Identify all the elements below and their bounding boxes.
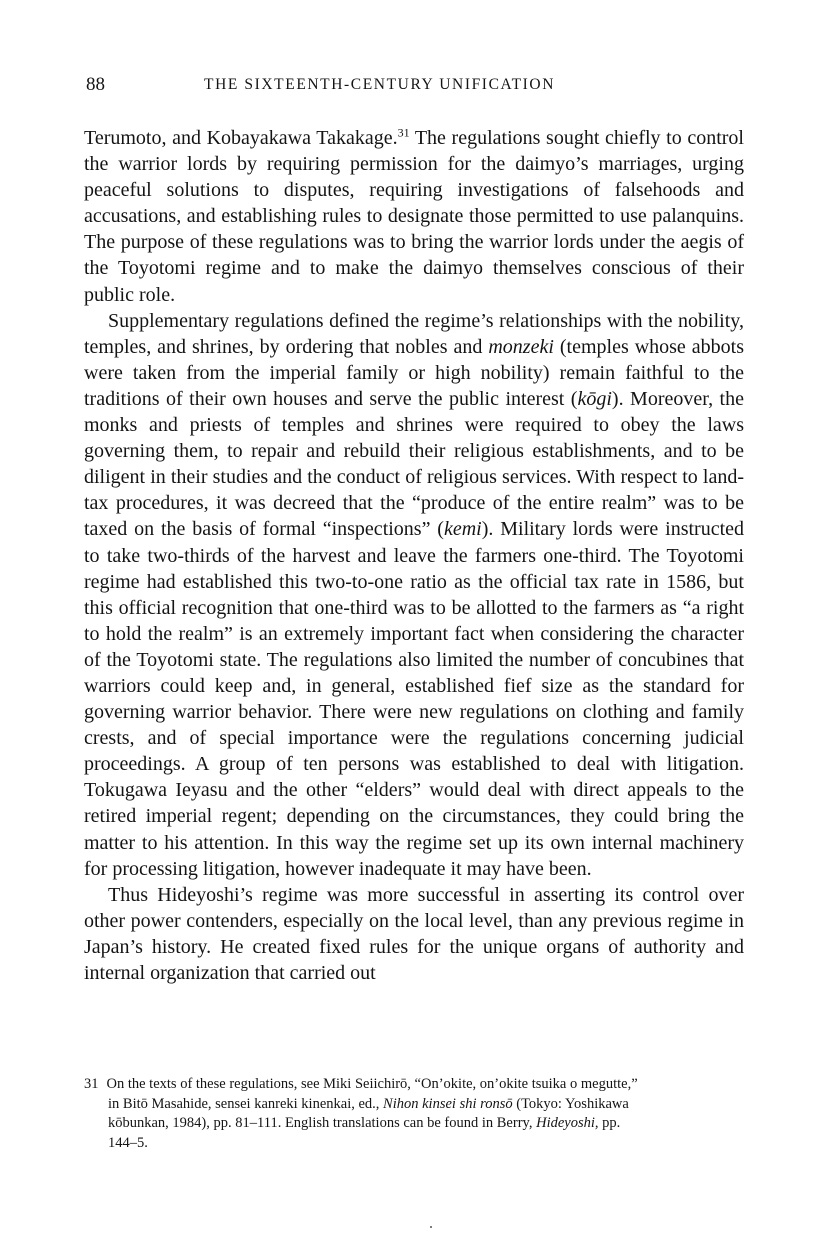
footnote-31	[84, 1075, 744, 1153]
paragraph-1-text-b: The regulations sought chiefly to control the warrior lords by requiring permission for the daimyo’s marriages, urging peaceful solutions to disputes, requiring investigations of falsehoods and accusations, and establishing rules to designate those permitted to use palanquins. The purpose of these regulations was to bring the warrior lords under the aegis of the Toyotomi regime and to make the daimyo themselves conscious of their public role.	[84, 127, 744, 306]
paragraph-1-text-a: Terumoto, and Kobayakawa Takakage.	[84, 127, 398, 149]
page-number: 88	[86, 74, 105, 95]
footnote-book-italic: Hideyoshi,	[536, 1115, 599, 1132]
footnote-title-italic: Nihon kinsei shi ronsō	[383, 1095, 513, 1112]
footnote-number: 31	[84, 1076, 99, 1092]
paragraph-2-text-c: ). Moreover, the monks and priests of temples and shrines were required to obey the laws governing them, to repair and rebuild their religious establishments, and to be diligent in their studies and the conduct of religious services. With respect to land-tax procedures, it was decreed that the “produce of the entire realm” was to be taxed on the basis of formal “inspections” (	[84, 387, 744, 541]
paragraph-2	[84, 308, 744, 882]
running-head-title: THE SIXTEENTH-CENTURY UNIFICATION	[204, 76, 556, 93]
footnote-line-4-text: 144–5.	[108, 1134, 148, 1151]
footnote-line-3-text-b: pp.	[598, 1115, 621, 1132]
footnote-line-3	[84, 1114, 744, 1134]
footnote-reference: 31	[397, 125, 410, 140]
term-kogi: kōgi	[577, 387, 612, 410]
body-text	[84, 125, 744, 986]
footnote-line-2-text-a: in Bitō Masahide, sensei kanreki kinenkai, ed.,	[108, 1095, 384, 1112]
paragraph-2-text-b: (temples whose abbots were taken from the imperial family or high nobility) remain faithful to the traditions of their own houses and serve the public interest (	[84, 335, 744, 410]
footnote-line-3-text-a: kōbunkan, 1984), pp. 81–111. English translations can be found in Berry,	[108, 1115, 537, 1132]
paragraph-3-text: Thus Hideyoshi’s regime was more successful in asserting its control over other power contenders, especially on the local level, than any previous regime in Japan’s history. He created fixed rules for the unique organs of authority and internal organization that carried out	[84, 883, 744, 984]
paragraph-1	[84, 125, 744, 308]
footnote-line-1-text: On the texts of these regulations, see Miki Seiichirō, “On’okite, on’okite tsuika o megutte,”	[106, 1076, 638, 1092]
paragraph-2-text-d: ). Military lords were instructed to take two-thirds of the harvest and leave the farmers one-third. The Toyotomi regime had established this two-to-one ratio as the official tax rate in 1586, but this official recognition that one-third was to be allotted to the farmers as “a right to hold the realm” is an extremely important fact when considering the character of the Toyotomi state. The regulations also limited the number of concubines that warriors could keep and, in general, established fief size as the standard for governing warrior behavior. There were new regulations on clothing and family crests, and of special importance were the regulations concerning judicial proceedings. A group of ten persons was established to deal with litigation. Tokugawa Ieyasu and the other “elders” would deal with direct appeals to the retired imperial regent; depending on the circumstances, they could bring the matter to his attention. In this way the regime set up its own internal machinery for processing litigation, however inadequate it may have been.	[84, 518, 745, 880]
footnote-line-1	[84, 1075, 744, 1095]
term-kemi: kemi	[443, 518, 482, 541]
running-head	[86, 74, 746, 100]
footnote-line-2-text-b: (Tokyo: Yoshikawa	[512, 1095, 629, 1112]
paragraph-2-text-a: Supplementary regulations defined the regime’s relationships with the nobility, temples, and shrines, by ordering that nobles and	[84, 309, 744, 358]
paragraph-3	[84, 882, 744, 986]
term-monzeki: monzeki	[488, 335, 554, 358]
footnote-line-2	[84, 1095, 744, 1115]
footnote-line-4	[84, 1134, 744, 1154]
scan-speck	[430, 1226, 432, 1228]
